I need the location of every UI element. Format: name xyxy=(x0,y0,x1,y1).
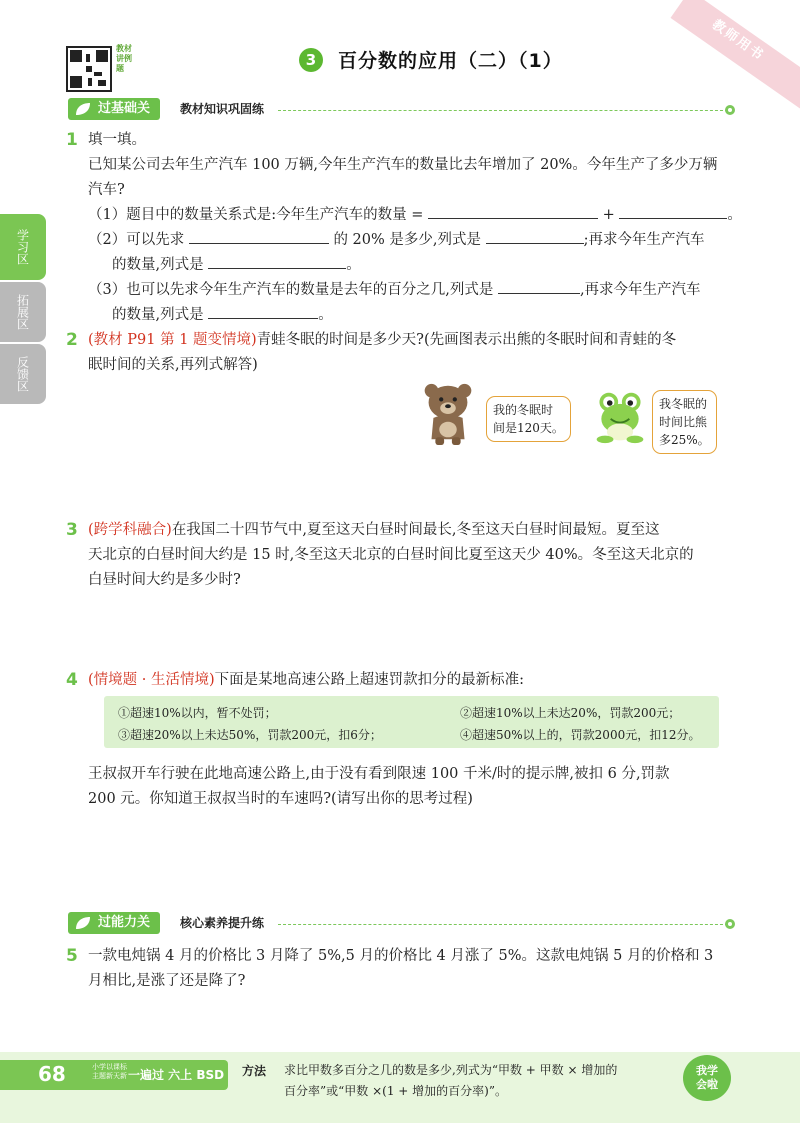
answer-blank[interactable] xyxy=(189,228,329,244)
question-number: 2 xyxy=(66,330,78,350)
book-brand: 一遍过 六上 BSD xyxy=(128,1068,225,1082)
question-stem xyxy=(88,668,524,693)
question-number: 4 xyxy=(66,670,78,690)
question-title: 填一填。 xyxy=(88,132,146,148)
question-text: 下面是某地高速公路上超速罚款扣分的最新标准: xyxy=(214,672,525,688)
sub-question-text: （1）题目中的数量关系式是:今年生产汽车的数量 = xyxy=(88,207,424,223)
method-label: 方法 xyxy=(242,1064,267,1078)
question-stem: 白昼时间大约是多少时? xyxy=(88,572,241,588)
sub-question xyxy=(112,253,361,278)
method-line: 求比甲数多百分之几的数是多少,列式为“甲数 + 甲数 × 增加的 xyxy=(284,1063,618,1077)
bubble-text: 多25%。 xyxy=(659,433,710,447)
page-title: 百分数的应用（二）（1） xyxy=(338,50,563,72)
page-number: 68 xyxy=(38,1062,66,1086)
leaf-icon xyxy=(74,915,92,931)
sub-question-text: 的 20% 是多少,列式是 xyxy=(333,232,482,248)
sub-question-text: （2）可以先求 xyxy=(88,232,185,248)
section-tag xyxy=(68,912,160,934)
question-text: 在我国二十四节气中,夏至这天白昼时间最长,冬至这天白昼时间最短。夏至这 xyxy=(171,522,660,538)
section-tag-label: 过能力关 xyxy=(98,915,151,930)
question-stem: 200 元。你知道王叔叔当时的车速吗?(请写出你的思考过程) xyxy=(88,791,473,807)
corner-stamp: 教师用书 xyxy=(709,17,767,64)
sub-question xyxy=(88,278,701,303)
rule-item: ②超速10%以上未达20%，罚款200元； xyxy=(460,706,681,720)
sub-question-text: 的数量,列式是 xyxy=(112,257,204,273)
lesson-number-badge: 3 xyxy=(299,48,323,72)
sub-question-text: + xyxy=(602,207,615,223)
question-tag: (跨学科融合) xyxy=(88,522,172,538)
learned-badge[interactable] xyxy=(683,1055,731,1101)
sub-question xyxy=(88,203,742,228)
footer-small-line: 主题新天新 xyxy=(92,1072,127,1080)
question-stem xyxy=(88,518,660,543)
sub-question-text: ;再求今年生产汽车 xyxy=(583,232,705,248)
sub-question-text: （3）也可以先求今年生产汽车的数量是去年的百分之几,列式是 xyxy=(88,282,494,298)
method-tip xyxy=(284,1060,684,1102)
bubble-text: 时间比熊 xyxy=(659,415,708,429)
frog-illustration xyxy=(592,388,648,446)
question-text: 青蛙冬眠的时间是多少天?(先画图表示出熊的冬眠时间和青蛙的冬 xyxy=(256,332,677,348)
frog-speech-bubble xyxy=(652,390,717,454)
flower-icon xyxy=(724,918,736,930)
answer-blank[interactable] xyxy=(619,203,727,219)
leaf-icon xyxy=(74,101,92,117)
question-stem: 汽车? xyxy=(88,182,125,198)
method-line: 百分率”或“甲数 ×(1 + 增加的百分率)”。 xyxy=(284,1084,507,1098)
rule-item: ④超速50%以上的，罚款2000元，扣12分。 xyxy=(460,728,701,742)
answer-blank[interactable] xyxy=(498,278,580,294)
bubble-text: 我的冬眠时 xyxy=(493,403,554,417)
badge-text: 我学 xyxy=(696,1064,718,1077)
sub-question-text: 。 xyxy=(318,307,333,323)
side-tab-feedback[interactable]: 反馈区 xyxy=(0,344,46,404)
footer-small-line: 小学以课标 xyxy=(92,1063,127,1071)
bear-illustration xyxy=(414,378,482,448)
question-number: 3 xyxy=(66,520,78,540)
bubble-text: 我冬眠的 xyxy=(659,397,708,411)
answer-blank[interactable] xyxy=(428,203,598,219)
section-tag-label: 过基础关 xyxy=(98,101,151,116)
sub-question-text: 的数量,列式是 xyxy=(112,307,204,323)
question-stem: 一款电炖锅 4 月的价格比 3 月降了 5%,5 月的价格比 4 月涨了 5%。这款电炖锅 5 月的价格和 3 xyxy=(88,948,714,964)
sub-question-text: 。 xyxy=(727,207,742,223)
question-stem: 月相比,是涨了还是降了? xyxy=(88,973,246,989)
question-number: 1 xyxy=(66,130,78,150)
side-tab-extend[interactable]: 拓展区 xyxy=(0,282,46,342)
question-stem xyxy=(88,328,676,353)
section-subtitle: 教材知识巩固练 xyxy=(180,102,265,116)
answer-blank[interactable] xyxy=(486,228,584,244)
question-tag: (教材 P91 第 1 题变情境) xyxy=(88,332,257,348)
question-tag: (情境题 · 生活情境) xyxy=(88,672,215,688)
question-stem: 已知某公司去年生产汽车 100 万辆,今年生产汽车的数量比去年增加了 20%。今年生产了多少万辆 xyxy=(88,157,718,173)
answer-blank[interactable] xyxy=(208,253,346,269)
answer-blank[interactable] xyxy=(208,303,318,319)
question-stem: 天北京的白昼时间大约是 15 时,冬至这天北京的白昼时间比夏至这天少 40%。冬至这天北京的 xyxy=(88,547,694,563)
sub-question-text: 。 xyxy=(346,257,361,273)
section-subtitle: 核心素养提升练 xyxy=(180,916,265,930)
rule-item: ①超速10%以内，暂不处罚； xyxy=(118,706,277,720)
penalty-rules-box xyxy=(104,696,719,748)
qr-code[interactable] xyxy=(66,46,112,92)
divider xyxy=(278,924,728,925)
footer-small-text xyxy=(92,1063,127,1081)
sub-question-text: ,再求今年生产汽车 xyxy=(579,282,701,298)
badge-text: 会啦 xyxy=(696,1078,718,1091)
rule-item: ③超速20%以上未达50%，罚款200元，扣6分； xyxy=(118,728,382,742)
sub-question xyxy=(112,303,333,328)
question-stem: 眠时间的关系,再列式解答) xyxy=(88,357,258,373)
divider xyxy=(278,110,728,111)
section-tag xyxy=(68,98,160,120)
question-stem: 王叔叔开车行驶在此地高速公路上,由于没有看到限速 100 千米/时的提示牌,被扣 6 分,罚款 xyxy=(88,766,670,782)
question-number: 5 xyxy=(66,946,78,966)
bubble-text: 间是120天。 xyxy=(493,421,564,435)
sub-question xyxy=(88,228,705,253)
side-tab-study[interactable]: 学习区 xyxy=(0,214,46,280)
qr-label: 教材讲例题 xyxy=(116,44,132,73)
section-banner-basic xyxy=(68,98,738,120)
flower-icon xyxy=(724,104,736,116)
corner-ribbon xyxy=(670,0,800,110)
section-banner-ability xyxy=(68,912,738,934)
bear-speech-bubble xyxy=(486,396,571,442)
